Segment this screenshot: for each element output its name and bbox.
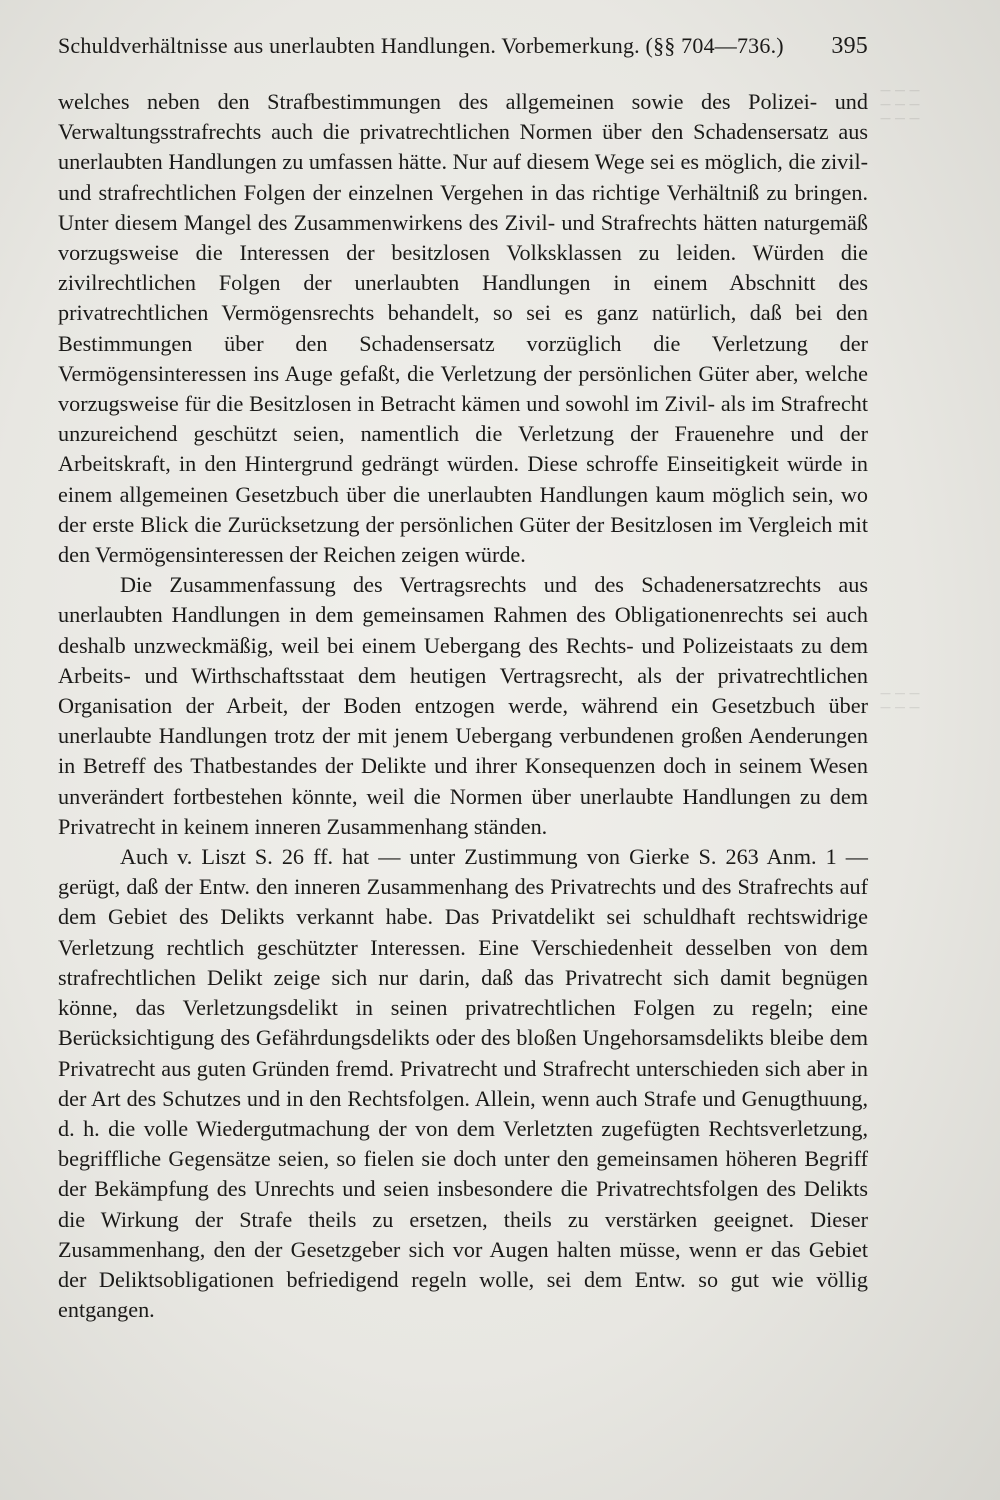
- page-header: [58, 30, 868, 62]
- running-title: Schuldverhältnisse aus unerlaubten Handlungen. Vorbemerkung. (§§ 704—736.): [58, 33, 784, 58]
- page-number: 395: [831, 33, 868, 59]
- paragraph-2: Die Zusammenfassung des Vertragsrechts und des Schadenersatzrechts aus unerlaubten Handlungen in dem gemeinsamen Rahmen des Obligationenrechts sei auch deshalb unzweckmäßig, weil bei einem Uebergang des Rechts- und Polizeistaats zu dem Arbeits- und Wirthschaftsstaat dem heutigen Vertragsrecht, als der privatrechtlichen Organisation der Arbeit, der Boden entzogen werde, während ein Gesetzbuch über unerlaubte Handlungen trotz der mit jenem Uebergang verbundenen großen Aenderungen in Betreff des Thatbestandes der Delikte und ihrer Konsequenzen doch in seinem Wesen unverändert fortbestehen könnte, weil die Normen über unerlaubte Handlungen zu dem Privatrecht in keinem inneren Zusammenhang ständen.: [58, 572, 868, 839]
- margin-bleed-through-middle: — — — — — —: [880, 687, 920, 714]
- paragraph-3: Auch v. Liszt S. 26 ff. hat — unter Zustimmung von Gierke S. 263 Anm. 1 — gerügt, daß der Entw. den inneren Zusammenhang des Privatrechts und des Strafrechts auf dem Gebiet des Delikts verkannt habe. Das Privatdelikt sei schuldhaft rechtswidrige Verletzung rechtlich geschützter Interessen. Eine Verschiedenheit desselben von dem strafrechtlichen Delikt zeige sich nur darin, daß das Privatrecht sich damit begnügen könne, das Verletzungsdelikt in seinen privatrechtlichen Folgen zu regeln; eine Berücksichtigung des Gefährdungsdelikts oder des bloßen Ungehorsamsdelikts bleibe dem Privatrecht aus guten Gründen fremd. Privatrecht und Strafrecht unterschieden sich aber in der Art des Schutzes und in den Rechtsfolgen. Allein, wenn auch Strafe und Genugthuung, d. h. die volle Wiedergutmachung der von dem Verletzten zugefügten Rechtsverletzung, begriffliche Gegensätze seien, so fielen sie doch unter den gemeinsamen höheren Begriff der Bekämpfung des Unrechts und seien insbesondere die Privatrechtsfolgen des Delikts die Wirkung der Strafe theils zu ersetzen, theils zu verstärken geeignet. Dieser Zusammenhang, den der Gesetzgeber sich vor Augen halten müsse, wenn er das Gebiet der Deliktsobligationen befriedigend regeln wolle, sei dem Entw. so gut wie völlig entgangen.: [58, 844, 868, 1323]
- body-text: [58, 87, 868, 1325]
- margin-bleed-through-top: — — — — — — — — —: [880, 84, 920, 125]
- paragraph-1: welches neben den Strafbestimmungen des allgemeinen sowie des Polizei- und Verwaltungsstrafrechts auch die privatrechtlichen Normen über den Schadensersatz aus unerlaubten Handlungen zu umfassen hätte. Nur auf diesem Wege sei es möglich, die zivil- und strafrechtlichen Folgen der einzelnen Vergehen in das richtige Verhältniß zu bringen. Unter diesem Mangel des Zusammenwirkens des Zivil- und Strafrechts hätten naturgemäß vorzugsweise die Interessen der besitzlosen Volksklassen zu leiden. Würden die zivilrechtlichen Folgen der unerlaubten Handlungen in einem Abschnitt des privatrechtlichen Vermögensrechts behandelt, so sei es ganz natürlich, daß bei den Bestimmungen über den Schadensersatz vorzüglich die Verletzung der Vermögensinteressen ins Auge gefaßt, die Verletzung der persönlichen Güter aber, welche vorzugsweise für die Besitzlosen in Betracht kämen und sowohl im Zivil- als im Strafrecht unzureichend geschützt seien, namentlich die Verletzung der Frauenehre und der Arbeitskraft, in den Hintergrund gedrängt würden. Diese schroffe Einseitigkeit würde in einem allgemeinen Gesetzbuch über die unerlaubten Handlungen kaum möglich sein, wo der erste Blick die Zurücksetzung der persönlichen Güter der Besitzlosen im Vergleich mit den Vermögensinteressen der Reichen zeigen würde.: [58, 89, 868, 568]
